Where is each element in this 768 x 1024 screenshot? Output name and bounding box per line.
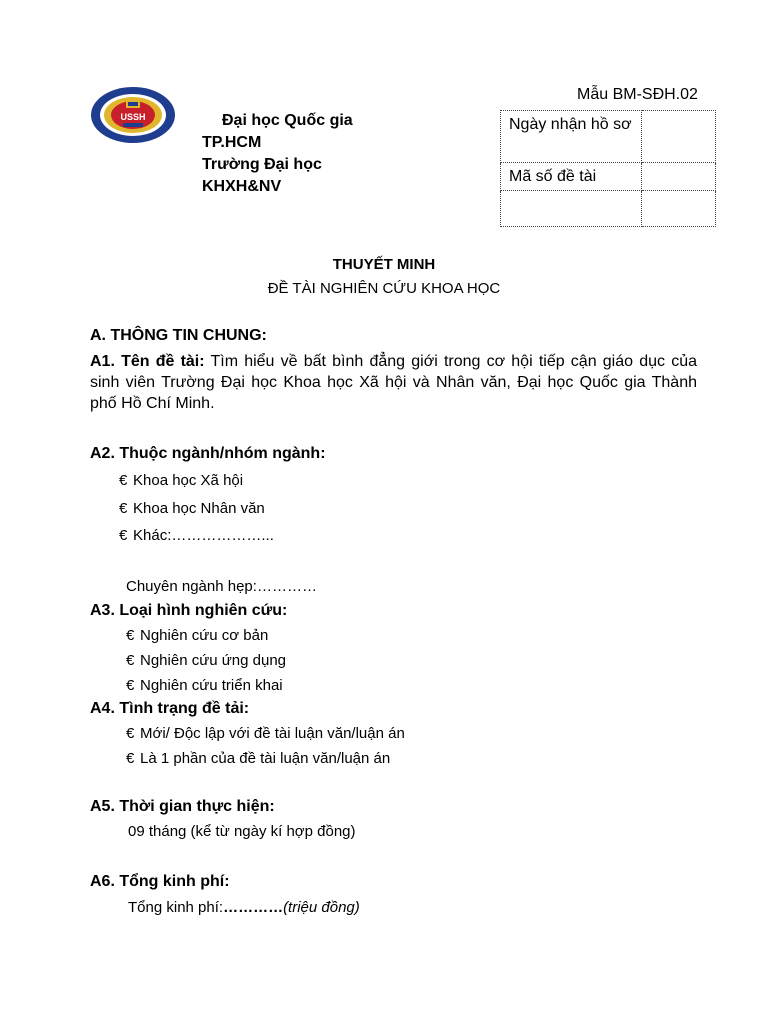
option-label: Khoa học Xã hội: [133, 472, 244, 489]
a4-option-2[interactable]: [126, 750, 390, 767]
a1-label: A1. Tên đề tài:: [90, 353, 205, 370]
checkbox-icon[interactable]: €: [119, 472, 128, 489]
extra-label: [501, 191, 642, 227]
table-row: [501, 191, 716, 227]
university-seal-icon: [90, 86, 176, 144]
a6-value: [128, 899, 360, 916]
a2-option-2[interactable]: [119, 500, 265, 517]
a4-option-1[interactable]: [126, 725, 405, 742]
a5-value: 09 tháng (kể từ ngày kí hợp đồng): [128, 823, 356, 840]
a6-heading: A6. Tổng kinh phí:: [90, 873, 230, 890]
a1-paragraph: [90, 351, 697, 414]
checkbox-icon[interactable]: €: [126, 725, 135, 742]
institution-line-2: TP.HCM: [202, 134, 262, 151]
form-code: Mẫu BM-SĐH.02: [577, 86, 698, 103]
option-label: Khoa học Nhân văn: [133, 500, 265, 517]
checkbox-icon[interactable]: €: [126, 652, 135, 669]
document-subtitle: ĐỀ TÀI NGHIÊN CỨU KHOA HỌC: [267, 280, 501, 297]
checkbox-icon[interactable]: €: [119, 527, 128, 544]
a6-dots[interactable]: …………: [223, 899, 284, 916]
option-label: Là 1 phần của đề tài luận văn/luận án: [140, 750, 391, 767]
a6-unit: (triệu đồng): [283, 899, 360, 916]
a3-option-1[interactable]: [126, 627, 268, 644]
option-label: Khác:………………...: [133, 527, 274, 544]
a4-heading: A4. Tình trạng đề tải:: [90, 700, 250, 717]
option-label: Nghiên cứu ứng dụng: [140, 652, 287, 669]
received-date-label: Ngày nhận hồ sơ: [501, 111, 642, 163]
extra-field[interactable]: [642, 191, 716, 227]
table-row: [501, 111, 716, 163]
table-row: [501, 163, 716, 191]
checkbox-icon[interactable]: €: [126, 677, 135, 694]
option-label: Nghiên cứu cơ bản: [140, 627, 269, 644]
a6-prefix: Tổng kinh phí:: [128, 899, 224, 916]
university-logo: [90, 86, 176, 144]
a3-option-3[interactable]: [126, 677, 283, 694]
a2-option-1[interactable]: [119, 472, 243, 489]
a2-heading: A2. Thuộc ngành/nhóm ngành:: [90, 445, 326, 462]
institution-name: [202, 110, 362, 198]
logo-text: USSH: [120, 112, 146, 122]
section-a-heading: A. THÔNG TIN CHUNG:: [90, 327, 267, 344]
project-code-label: Mã số đề tài: [501, 163, 642, 191]
checkbox-icon[interactable]: €: [119, 500, 128, 517]
option-label: Nghiên cứu triển khai: [140, 677, 283, 694]
receipt-table: [500, 110, 716, 227]
a2-specialty: Chuyên ngành hẹp:…………: [126, 578, 317, 595]
checkbox-icon[interactable]: €: [126, 627, 135, 644]
checkbox-icon[interactable]: €: [126, 750, 135, 767]
option-label: Mới/ Độc lập với đề tài luận văn/luận án: [140, 725, 405, 742]
received-date-field[interactable]: [642, 111, 716, 163]
document-title: THUYẾT MINH: [332, 256, 436, 273]
project-code-field[interactable]: [642, 163, 716, 191]
institution-line-1: Đại học Quốc gia: [222, 112, 353, 129]
a5-heading: A5. Thời gian thực hiện:: [90, 798, 275, 815]
institution-line-4: KHXH&NV: [202, 178, 282, 195]
a2-option-3[interactable]: [119, 527, 274, 544]
institution-line-3: Trường Đại học: [202, 156, 322, 173]
a1-text: Tìm hiểu về bất bình đẳng giới trong cơ hội tiếp cận giáo dục của sinh viên Trường Đại học Khoa học Xã hội và Nhân văn, Đại học Quốc gia Thành phố Hồ Chí Minh.: [90, 353, 697, 412]
a3-option-2[interactable]: [126, 652, 286, 669]
a3-heading: A3. Loại hình nghiên cứu:: [90, 602, 288, 619]
